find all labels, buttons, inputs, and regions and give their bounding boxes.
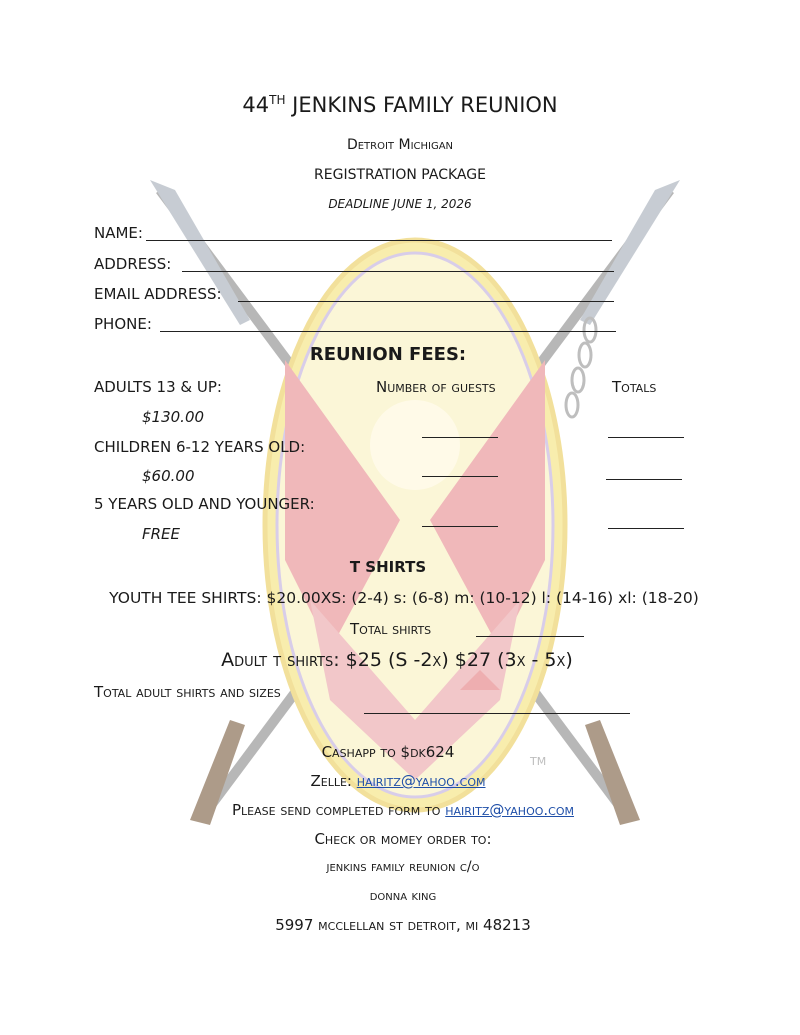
total-shirts-field[interactable] (476, 636, 584, 637)
adult-total-label: Total adult shirts and sizes (94, 683, 281, 701)
fee-children-label: CHILDREN 6-12 YEARS OLD: (94, 438, 306, 456)
address-label: ADDRESS: (94, 255, 172, 273)
address-field[interactable] (182, 271, 614, 272)
send-form-label: Please send completed form to (231, 801, 441, 819)
toddlers-guests-field[interactable] (422, 526, 498, 527)
check-line: Check or momey order to: (314, 830, 492, 848)
package-line: REGISTRATION PACKAGE (314, 167, 486, 183)
deadline-line: DEADLINE JUNE 1, 2026 (328, 197, 472, 211)
youth-tee-line (4, 589, 800, 607)
page-title: 44TH JENKINS FAMILY REUNION (242, 93, 558, 117)
fee-adults-price: $130.00 (142, 408, 205, 426)
trademark-mark: TM (530, 755, 547, 768)
name-field[interactable] (146, 240, 612, 241)
email-field[interactable] (238, 301, 614, 302)
toddlers-total-field[interactable] (608, 528, 684, 529)
zelle-email-link[interactable]: hairitz@yahoo.com (356, 772, 486, 790)
total-shirts-label: Total shirts (350, 620, 432, 638)
adults-guests-field[interactable] (422, 437, 498, 438)
tshirts-heading: T SHIRTS (349, 558, 427, 576)
adult-shirts-field[interactable] (364, 713, 630, 714)
zelle-line (0, 772, 798, 790)
fees-heading: REUNION FEES: (309, 344, 467, 365)
city-line: Detroit Michigan (346, 137, 454, 153)
children-guests-field[interactable] (422, 476, 498, 477)
fee-adults-label: ADULTS 13 & UP: (94, 378, 222, 396)
children-total-field[interactable] (606, 479, 682, 480)
send-form-line (3, 801, 800, 819)
fee-toddlers-label: 5 YEARS OLD AND YOUNGER: (94, 495, 315, 513)
email-label: EMAIL ADDRESS: (94, 285, 222, 303)
fee-children-price: $60.00 (142, 467, 195, 485)
fee-toddlers-price: FREE (142, 525, 181, 543)
adult-tee-line: Adult t shirts: $25 (S -2x) $27 (3x - 5x) (221, 649, 573, 671)
adults-total-field[interactable] (608, 437, 684, 438)
phone-label: PHONE: (94, 315, 152, 333)
cashapp-line: Cashapp to $dk624 (321, 743, 455, 761)
phone-field[interactable] (160, 331, 616, 332)
totals-column-header: Totals (612, 378, 657, 396)
payee-line: jenkins family reunion c/o (326, 859, 480, 875)
youth-tee-text: YOUTH TEE SHIRTS: $20.00XS: (2-4) s: (6-8) m: (10-12) l: (14-16) xl: (18-20) (109, 589, 699, 607)
send-form-email-link[interactable]: hairitz@yahoo.com (445, 801, 574, 819)
care-of-line: donna king (369, 888, 437, 904)
mailing-address-line: 5997 mcclellan st detroit, mi 48213 (275, 916, 531, 934)
zelle-label: Zelle: (310, 772, 352, 790)
name-label: NAME: (94, 224, 143, 242)
guests-column-header: Number of guests (376, 378, 496, 396)
